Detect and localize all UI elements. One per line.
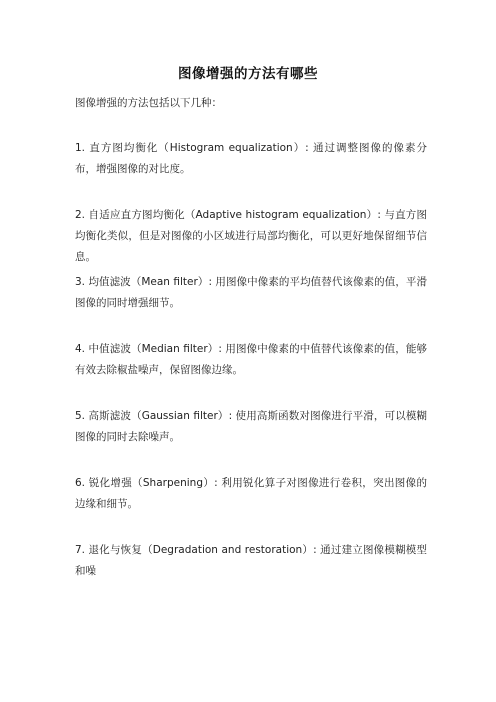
document-title: 图像增强的方法有哪些 — [178, 66, 318, 82]
list-item-text: 7. 退化与恢复（Degradation and restoration）: 通过建立图像模糊模型和噪 — [75, 544, 427, 577]
list-item-text: 4. 中值滤波（Median filter）: 用图像中像素的中值替代该像素的值，能够有效去除椒盐噪声，保留图像边缘。 — [75, 343, 427, 376]
list-item-text: 6. 锐化增强（Sharpening）: 利用锐化算子对图像进行卷积，突出图像的边缘和细节。 — [75, 477, 427, 510]
list-item — [75, 540, 427, 582]
list-item-text: 3. 均值滤波（Mean filter）: 用图像中像素的平均值替代该像素的值，平滑图像的同时增强细节。 — [75, 276, 427, 309]
list-item — [75, 339, 427, 381]
list-item — [75, 138, 427, 180]
list-item-text: 2. 自适应直方图均衡化（Adaptive histogram equalization）: 与直方图均衡化类似，但是对图像的小区域进行局部均衡化，可以更好地保留细节信息。 — [75, 209, 427, 263]
list-item — [75, 272, 427, 314]
list-item — [75, 205, 427, 268]
list-item-text: 5. 高斯滤波（Gaussian filter）: 使用高斯函数对图像进行平滑，可以模糊图像的同时去除噪声。 — [75, 410, 427, 443]
list-item-text: 1. 直方图均衡化（Histogram equalization）: 通过调整图像的像素分布，增强图像的对比度。 — [75, 142, 427, 175]
list-item — [75, 406, 427, 448]
list-item — [75, 473, 427, 515]
intro-text: 图像增强的方法包括以下几种： — [75, 97, 222, 109]
